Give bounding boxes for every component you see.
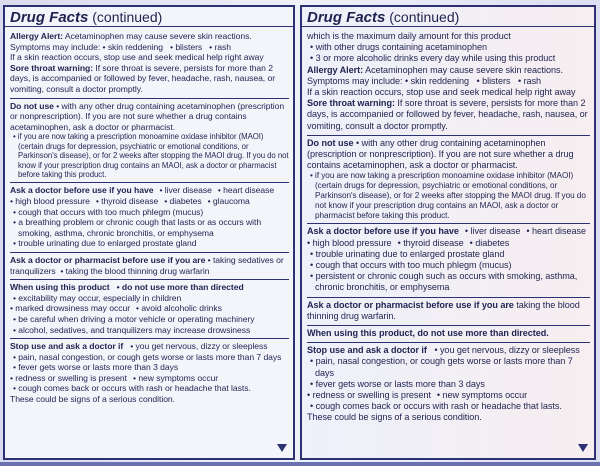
do-not-use-text: • with any other drug containing acetaminophen (prescription or nonprescription). If you are not sure whether a drug contains acetaminophen, ask a doctor or pharmacist.: [10, 101, 284, 132]
stop-item: • fever gets worse or lasts more than 3 days: [307, 379, 590, 390]
when-using-heading: [10, 282, 289, 293]
ask-doctor-section: [10, 183, 289, 253]
condition-item: • glaucoma: [208, 196, 250, 207]
down-triangle-icon: [578, 444, 588, 452]
allergy-paragraph: [10, 31, 289, 52]
ask-doctor-label: Ask a doctor before use if you have: [307, 226, 459, 237]
condition-item: • high blood pressure: [307, 238, 392, 249]
maoi-warning: • if you are now taking a prescription monoamine oxidase inhibitor (MAOI) (certain drugs for depression, psychiatric or emotional conditions, or Parkinson's disease), or for 2 weeks after stopping the MAOI drug. If you do not know if your prescription drug contains an MAOI, ask a doctor or pharmacist before taking this product.: [307, 171, 590, 220]
sore-throat-label: Sore throat warning:: [10, 62, 94, 73]
do-not-use-paragraph: [10, 101, 289, 133]
when-using-section: [10, 280, 289, 339]
sore-throat-paragraph: [10, 63, 289, 95]
stop-item: • pain, nasal congestion, or cough gets worse or lasts more than 7 days: [10, 352, 289, 363]
stop-item: • redness or swelling is present: [10, 373, 127, 384]
sore-throat-label: Sore throat warning:: [307, 98, 395, 109]
condition-item: • heart disease: [526, 226, 586, 237]
allergy-label: Allergy Alert:: [10, 31, 63, 41]
stop-use-label: Stop use and ask a doctor if: [307, 345, 427, 356]
ask-pharmacist-section: [10, 253, 289, 280]
ask-doctor-row: [10, 196, 289, 207]
ask-pharmacist-section: [307, 298, 590, 326]
intro-item: • with other drugs containing acetaminophen: [307, 42, 590, 53]
condition-item: • a breathing problem or chronic cough that lasts or as occurs with smoking, asthma, chronic bronchitis, or emphysema: [10, 217, 289, 238]
when-using-section: [307, 326, 590, 343]
bottom-edge: [0, 462, 600, 466]
ask-doctor-section: [307, 224, 590, 297]
allergy-text: Acetaminophen may cause severe skin reactions. Symptoms may include:: [10, 31, 252, 52]
stop-item: • you get nervous, dizzy or sleepless: [434, 345, 579, 355]
allergy-stop: If a skin reaction occurs, stop use and seek medical help right away: [307, 87, 576, 98]
condition-item: • cough that occurs with too much phlegm (mucus): [307, 260, 590, 271]
stop-item: • new symptoms occur: [133, 373, 218, 384]
condition-item: • liver disease: [159, 185, 211, 196]
condition-item: • diabetes: [164, 196, 201, 207]
when-item: • excitability may occur, especially in children: [10, 293, 289, 304]
ask-doctor-row: [307, 226, 590, 237]
sore-throat-text: If sore throat is severe, persists for more than 2 days, is accompanied or followed by fever, headache, rash, nausea, or vomiting, consult a doctor promptly.: [10, 62, 276, 94]
panel-header: [302, 7, 594, 27]
panel-body: [302, 27, 594, 427]
stop-row: [307, 390, 590, 401]
condition-item: • high blood pressure: [10, 196, 90, 207]
panel-header: [5, 7, 293, 27]
condition-item: • trouble urinating due to enlarged prostate gland: [10, 238, 289, 249]
sore-throat-text: If sore throat is severe, persists for more than 2 days, is accompanied or followed by fever, headache, rash, nausea, or vomiting, consult a doctor promptly.: [307, 98, 588, 131]
when-item: • alcohol, sedatives, and tranquilizers may increase drowsiness: [10, 325, 289, 336]
stop-item: • cough comes back or occurs with rash or headache that lasts.: [307, 401, 590, 412]
do-not-use-section: [10, 99, 289, 184]
stop-item: • fever gets worse or lasts more than 3 days: [10, 362, 289, 373]
stop-use-heading: [10, 341, 289, 352]
allergy-label: Allergy Alert:: [307, 64, 364, 75]
panel-title-suffix: (continued): [389, 9, 460, 25]
ask-doctor-row: [10, 185, 289, 196]
stop-end: These could be signs of a serious condition.: [10, 394, 176, 405]
stop-use-heading: [307, 345, 590, 356]
panel-title: Drug Facts: [307, 9, 386, 26]
condition-item: • trouble urinating due to enlarged prostate gland: [307, 249, 590, 260]
condition-item: • liver disease: [465, 226, 521, 237]
do-not-use-section: [307, 136, 590, 225]
when-item: • be careful when driving a motor vehicle or operating machinery: [10, 314, 289, 325]
stop-use-section: [307, 343, 590, 426]
intro-text: which is the maximum daily amount for this product: [307, 31, 511, 41]
allergy-stop: If a skin reaction occurs, stop use and seek medical help right away: [10, 52, 264, 63]
symptom-item: • skin reddening: [405, 76, 469, 86]
when-item: • marked drowsiness may occur: [10, 303, 130, 314]
stop-item: • new symptoms occur: [437, 390, 527, 401]
sore-throat-paragraph: [307, 98, 590, 132]
panel-title-suffix: (continued): [92, 9, 163, 25]
left-panel: [3, 5, 295, 460]
when-row: [10, 303, 289, 314]
do-not-use-label: Do not use: [307, 137, 354, 148]
stop-use-section: [10, 339, 289, 408]
maoi-warning: • if you are now taking a prescription monoamine oxidase inhibitor (MAOI) (certain drugs for depression, psychiatric or emotional conditions, or Parkinson's disease), or for 2 weeks after stopping the MAOI drug. If you do not know if your prescription drug contains an MAOI, ask a doctor or pharmacist before taking this product.: [10, 132, 289, 179]
ask-pharmacist-label: Ask a doctor or pharmacist before use if you are: [10, 254, 206, 265]
stop-item: • cough comes back or occurs with rash or headache that lasts.: [10, 383, 289, 394]
panel-title: Drug Facts: [10, 9, 89, 26]
ask-doctor-label: Ask a doctor before use if you have: [10, 185, 154, 196]
stop-item: • redness or swelling is present: [307, 390, 431, 401]
condition-item: • cough that occurs with too much phlegm (mucus): [10, 207, 289, 218]
symptom-item: • rash: [518, 76, 541, 86]
down-triangle-icon: [277, 444, 287, 452]
condition-item: • thyroid disease: [398, 238, 464, 249]
symptom-item: • rash: [209, 42, 231, 52]
pharmacist-item: • taking sedatives or tranquilizers: [10, 255, 284, 276]
allergy-paragraph: [307, 65, 590, 87]
condition-item: • heart disease: [218, 185, 274, 196]
condition-item: • persistent or chronic cough such as occurs with smoking, asthma, chronic bronchitis, or emphysema: [307, 271, 590, 293]
symptom-item: • blisters: [476, 76, 510, 86]
do-not-use-text: • with any other drug containing acetaminophen (prescription or nonprescription). If you are not sure whether a drug contains acetaminophen, ask a doctor or pharmacist.: [307, 138, 573, 170]
symptom-item: • skin reddening: [103, 42, 164, 52]
stop-row: [10, 373, 289, 384]
symptom-item: • blisters: [170, 42, 202, 52]
panel-body: [5, 27, 293, 408]
stop-end: These could be signs of a serious condition.: [307, 412, 482, 423]
when-using-label: When using this product: [10, 282, 110, 293]
right-panel: [300, 5, 596, 460]
condition-item: • diabetes: [470, 238, 510, 249]
pharmacist-item: • taking the blood thinning drug warfarin: [60, 266, 209, 276]
stop-item: • you get nervous, dizzy or sleepless: [130, 341, 267, 351]
stop-item: • pain, nasal congestion, or cough gets worse or lasts more than 7 days: [307, 356, 590, 378]
ask-doctor-row: [307, 238, 590, 249]
intro-section: [307, 29, 590, 136]
when-using-dnu: • do not use more than directed: [117, 282, 244, 292]
intro-item: • 3 or more alcoholic drinks every day while using this product: [307, 53, 590, 64]
stop-use-label: Stop use and ask a doctor if: [10, 341, 124, 352]
pharmacist-item: taking the blood thinning drug warfarin.: [307, 299, 580, 321]
condition-item: • thyroid disease: [96, 196, 158, 207]
do-not-use-paragraph: [307, 138, 590, 172]
do-not-use-label: Do not use: [10, 100, 54, 111]
when-item: • avoid alcoholic drinks: [136, 303, 222, 314]
ask-pharmacist-label: Ask a doctor or pharmacist before use if you are: [307, 299, 514, 310]
when-using-text: When using this product, do not use more than directed.: [307, 328, 549, 339]
allergy-section: [10, 29, 289, 99]
allergy-text: Acetaminophen may cause severe skin reactions. Symptoms may include:: [307, 64, 563, 86]
